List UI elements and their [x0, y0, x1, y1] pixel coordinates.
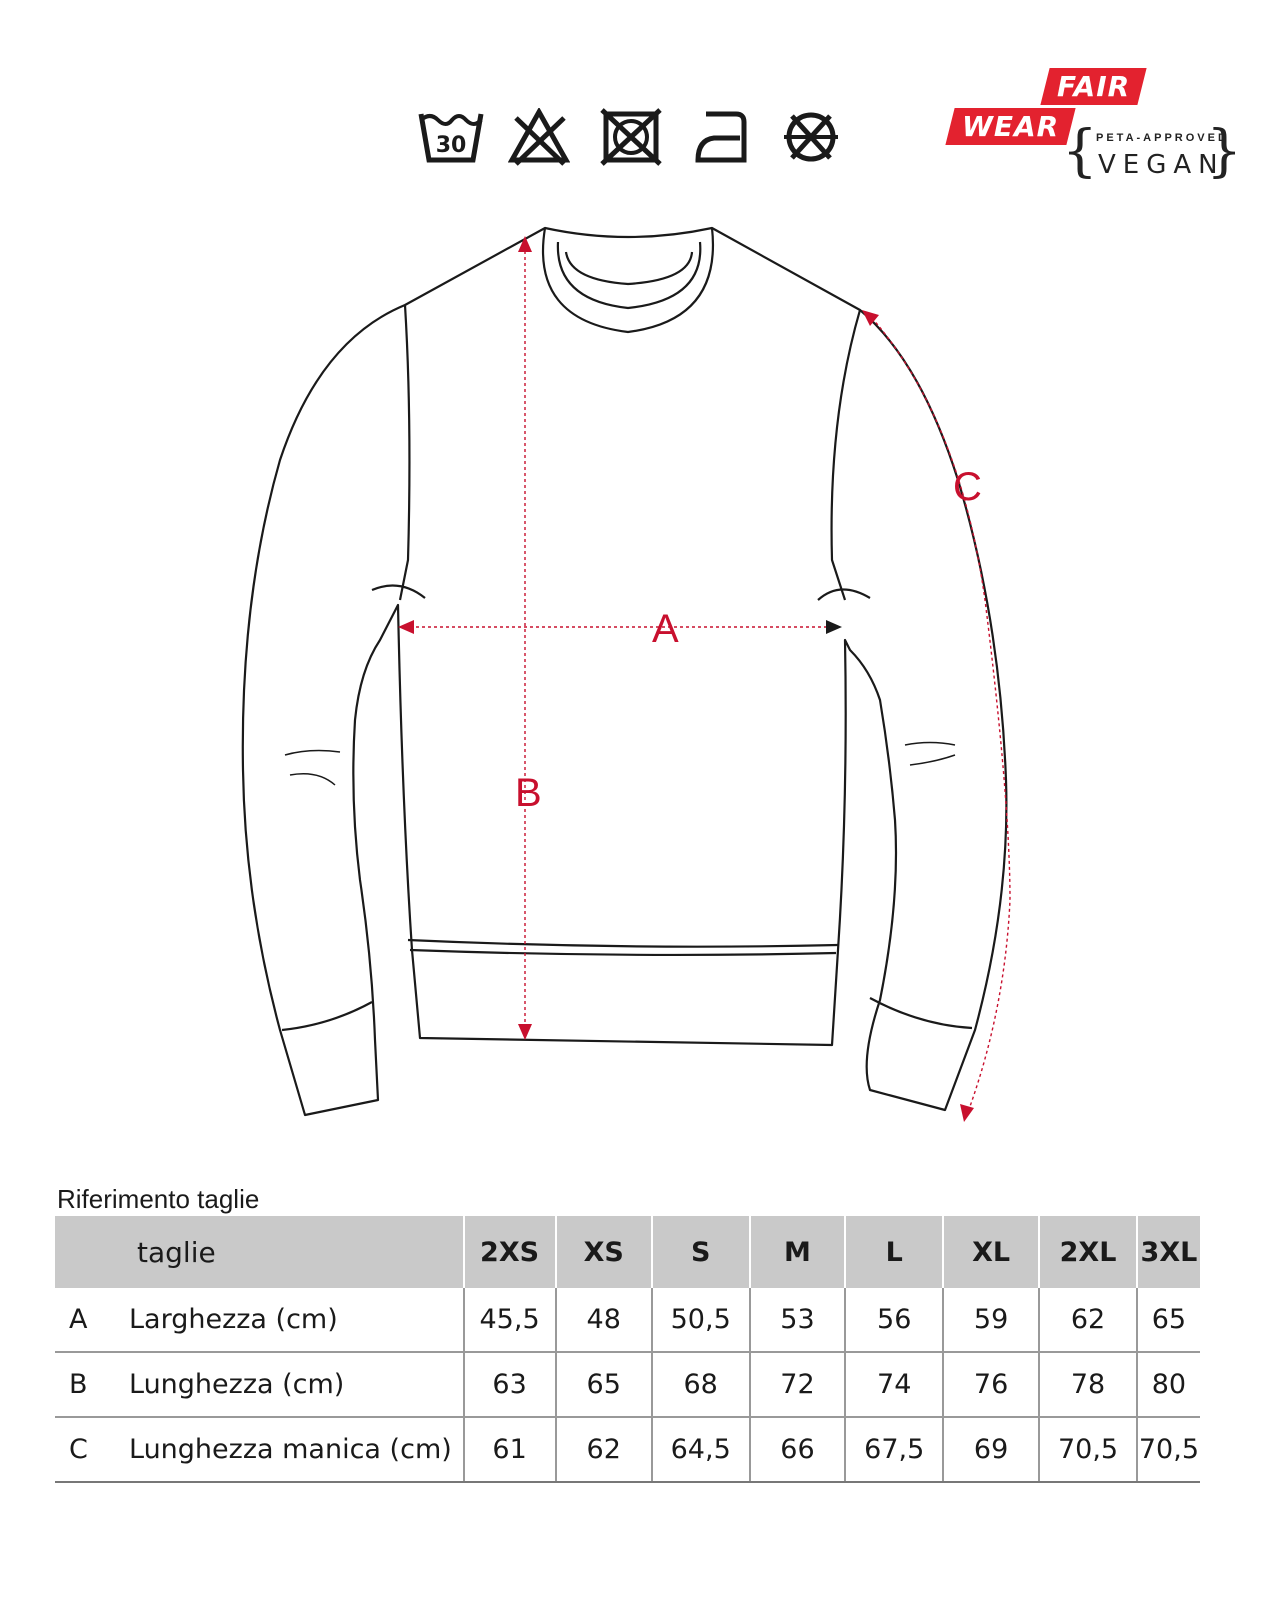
row-label — [55, 1417, 464, 1482]
sweater-diagram — [0, 200, 1280, 1160]
table-cell: 53 — [750, 1288, 846, 1352]
table-cell: 65 — [1137, 1288, 1200, 1352]
row-label-text: Lunghezza manica (cm) — [129, 1434, 452, 1465]
wash-30-icon — [418, 108, 484, 166]
right-brace: } — [1206, 119, 1242, 184]
size-header: S — [652, 1216, 750, 1288]
no-bleach-icon — [508, 108, 570, 166]
table-cell: 48 — [556, 1288, 652, 1352]
size-header: 3XL — [1137, 1216, 1200, 1288]
table-cell: 68 — [652, 1352, 750, 1417]
size-header: 2XS — [464, 1216, 556, 1288]
no-dry-clean-icon — [780, 108, 842, 166]
table-cell: 74 — [845, 1352, 943, 1417]
header-label: taglie — [55, 1216, 464, 1288]
table-cell: 56 — [845, 1288, 943, 1352]
table-cell: 45,5 — [464, 1288, 556, 1352]
peta-vegan-badge — [1062, 119, 1242, 186]
table-cell: 70,5 — [1137, 1417, 1200, 1482]
table-cell: 76 — [943, 1352, 1039, 1417]
measure-line-c — [872, 318, 1010, 1112]
size-header: L — [845, 1216, 943, 1288]
row-label-text: Lunghezza (cm) — [129, 1369, 345, 1400]
table-cell: 61 — [464, 1417, 556, 1482]
table-cell: 65 — [556, 1352, 652, 1417]
row-label — [55, 1352, 464, 1417]
table-cell: 50,5 — [652, 1288, 750, 1352]
table-row — [55, 1352, 1200, 1417]
table-title: Riferimento taglie — [57, 1184, 260, 1214]
arrow-a-right-icon — [826, 620, 842, 634]
table-cell: 64,5 — [652, 1417, 750, 1482]
row-key: C — [69, 1434, 88, 1465]
table-cell: 69 — [943, 1417, 1039, 1482]
table-cell: 78 — [1039, 1352, 1137, 1417]
fair-text: FAIR — [1057, 70, 1131, 103]
size-header: XL — [943, 1216, 1039, 1288]
svg-text:30: 30 — [435, 133, 467, 158]
no-tumble-dry-icon — [600, 108, 662, 166]
care-icons — [418, 108, 868, 170]
table-row — [55, 1288, 1200, 1352]
arrow-b-top-icon — [518, 236, 532, 252]
table-cell: 66 — [750, 1417, 846, 1482]
size-table — [55, 1216, 1200, 1483]
size-header: 2XL — [1039, 1216, 1137, 1288]
row-label — [55, 1288, 464, 1352]
sweater-outline — [243, 228, 1007, 1115]
table-cell: 63 — [464, 1352, 556, 1417]
size-header-row — [55, 1216, 1200, 1288]
measure-label-b: B — [515, 771, 542, 815]
row-key: A — [69, 1304, 88, 1335]
table-cell: 59 — [943, 1288, 1039, 1352]
vegan-text: VEGAN — [1098, 150, 1225, 180]
table-cell: 80 — [1137, 1352, 1200, 1417]
table-cell: 67,5 — [845, 1417, 943, 1482]
row-key: B — [69, 1369, 88, 1400]
size-header: XS — [556, 1216, 652, 1288]
iron-icon — [694, 108, 750, 166]
measure-arrows — [398, 236, 974, 1122]
peta-approved-text: PETA-APPROVED — [1096, 132, 1229, 144]
arrow-b-bottom-icon — [518, 1024, 532, 1040]
measure-label-c: C — [953, 465, 982, 509]
arrow-c-bottom-icon — [960, 1104, 974, 1122]
table-cell: 62 — [1039, 1288, 1137, 1352]
wear-text: WEAR — [962, 110, 1060, 143]
arrow-a-left-icon — [398, 620, 414, 634]
table-cell: 62 — [556, 1417, 652, 1482]
measure-label-a: A — [652, 607, 679, 651]
size-header: M — [750, 1216, 846, 1288]
table-cell: 70,5 — [1039, 1417, 1137, 1482]
table-row — [55, 1417, 1200, 1482]
table-cell: 72 — [750, 1352, 846, 1417]
row-label-text: Larghezza (cm) — [129, 1304, 338, 1335]
left-brace: { — [1062, 119, 1098, 184]
measure-lines — [410, 245, 1010, 1112]
